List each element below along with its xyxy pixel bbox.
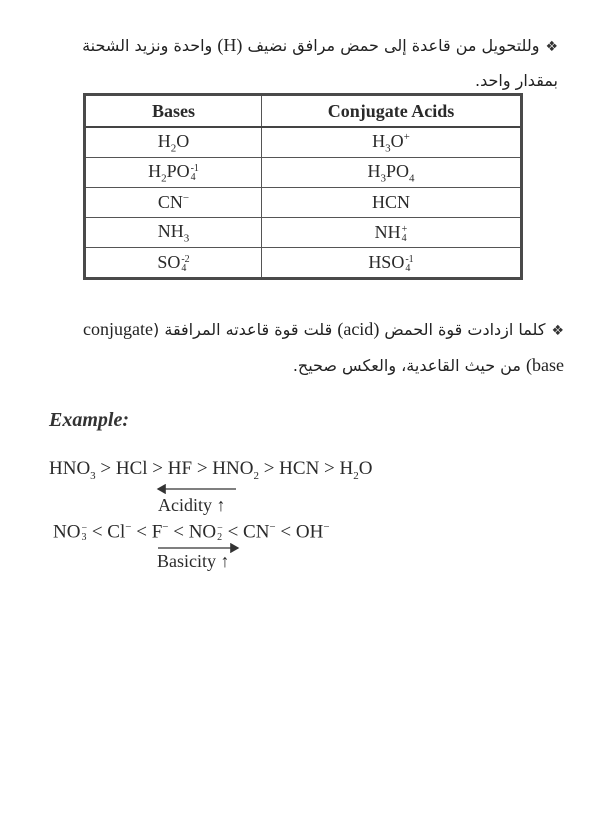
base-cell: $NH_3$ xyxy=(85,218,262,248)
strength-text-base: base) xyxy=(526,355,564,375)
base-series: NO − 3 < Cl− < F− < NO − 2 < CN− < OH− xyxy=(53,521,330,543)
example-heading: Example: xyxy=(49,409,129,431)
acid-series: $HNO_3$ > HCl > HF > $HNO_2$ > HCN > $H_2O$ xyxy=(49,458,373,482)
intro-text-h: (H) xyxy=(217,35,243,55)
header-conjugate-acids: Conjugate Acids xyxy=(262,95,522,128)
header-bases: Bases xyxy=(85,95,262,128)
base-cell: $H_2O$ xyxy=(85,127,262,158)
strength-text-a: كلما ازدادت قوة الحمض xyxy=(384,320,546,339)
strength-text-c: من حيث القاعدية، والعكس صحيح. xyxy=(292,356,521,375)
acid-cell: HSO -1 4 xyxy=(262,248,522,279)
base-cell: CN− xyxy=(85,188,262,218)
intro-line-2: بمقدار واحد. xyxy=(475,71,558,90)
bullet-icon: ❖ xyxy=(551,323,564,339)
acid-cell: $H_3PO_4$ xyxy=(262,158,522,188)
bullet-icon: ❖ xyxy=(545,39,558,55)
acid-cell: NH + 4 xyxy=(262,218,522,248)
intro-text-a: وللتحويل من قاعدة إلى حمض مرافق نضيف xyxy=(247,36,540,55)
basicity-label: Basicity ↑ xyxy=(157,551,230,571)
acid-cell: $H_3O^+$ xyxy=(262,127,522,158)
base-cell: SO -2 4 xyxy=(85,248,262,279)
strength-text-acid: (acid) xyxy=(337,319,380,339)
strength-text-conjugate: conjugate xyxy=(83,319,154,339)
strength-text-b: قلت قوة قاعدته المرافقة ( xyxy=(153,320,333,339)
base-cell: $H_2PO$ -1 4 xyxy=(85,158,262,188)
acid-cell: HCN xyxy=(262,188,522,218)
acidity-label: Acidity ↑ xyxy=(158,495,226,515)
intro-text-b: واحدة ونزيد الشحنة xyxy=(82,36,213,55)
